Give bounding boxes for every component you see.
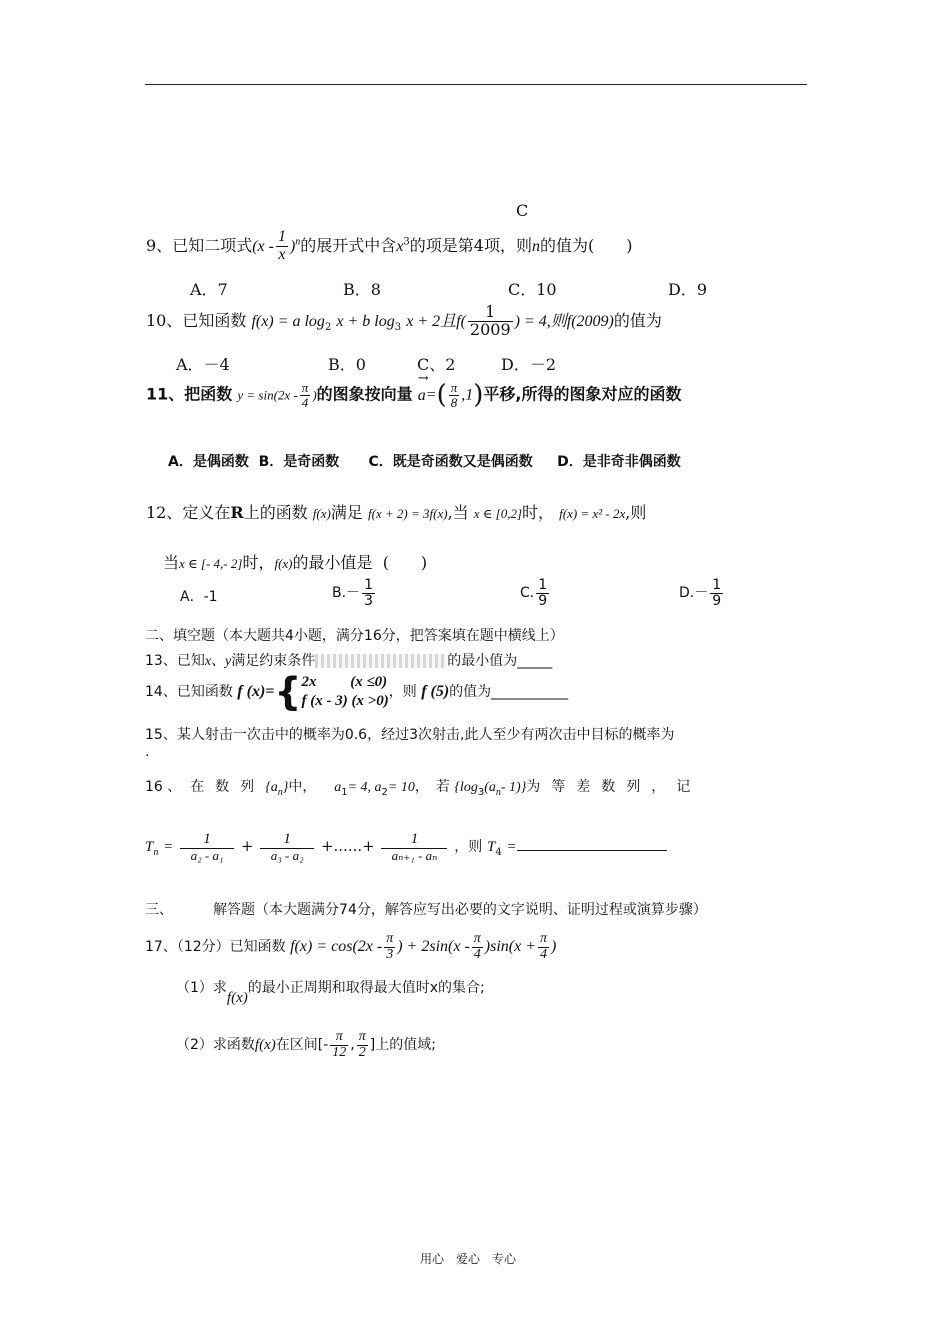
piecewise-cases: 2x (x ≤0) f (x - 3) (x >0) [301,674,389,709]
q10-option-c: C、2 [417,355,456,374]
question-11: 11、把函数 y = sin(2x - $\frac{\pi}{4}$ )的图象按向量 → a=( $\frac{\pi}{8}$ ,1)平移,所得的图象对应的函数 [146,371,682,410]
fraction: $\frac{1}{2009}$ [469,302,511,339]
section-3-title: 三、 解答题（本大题满分74分，解答应写出必要的文字说明、证明过程或演算步骤） [145,902,707,918]
garbled-constraint-image [315,654,447,668]
vector-a: → a [417,371,429,404]
fraction: $\frac{\pi}{3}$ [386,931,394,962]
header-rule [145,84,807,85]
q9-option-c: C．10 [508,280,557,299]
section-2-title: 二、填空题（本大题共4小题，满分16分，把答案填在题中横线上） [145,628,564,644]
fraction: $\frac{\pi}{4}$ [473,931,481,962]
question-17-part2: （2）求函数f(x)在区间[- $\frac{\pi}{12}$ , $\frac{\pi}{2}$ ]上的值域; [176,1029,436,1060]
fraction: $\frac{\pi}{4}$ [301,379,309,410]
question-13: 13、已知x、y满足约束条件 的最小值为_____ [145,653,553,669]
fraction: $\frac{1}{\text{aₙ₊₁ - aₙ}}$ [381,832,447,862]
fraction: $\frac{1}{\text{a₂ - a₁}}$ [180,832,234,862]
right-paren: ) [473,380,484,410]
fraction: $\frac{1}{3}$ [364,577,373,609]
fraction: $\frac{1}{9}$ [538,577,548,609]
question-9: 9、已知二项式(x - $\frac{1}{x}$ )$^n$的展开式中含$x^3$的项是第4项，则n的值为( ) [146,228,633,263]
question-10: 10、已知函数 f(x) = a $\log_2 x + b$ $\log_3 x + 2$且f( $\frac{1}{2009}$ ) = 4,则f(2009)的值为 [146,302,662,339]
left-paren: ( [436,380,447,410]
fraction: $\frac{\pi}{12}$ [332,1029,347,1060]
fraction: $\frac{\pi}{4}$ [540,931,548,962]
q9-option-d: D．9 [668,280,708,299]
question-12: 12、定义在R上的函数 f(x)满足 f(x + 2) = 3f(x),当 x ∈ [0,2]时， f(x) = x² - 2x,则 [146,503,647,522]
brace-icon: { [274,669,302,714]
fraction: $\frac{1}{\text{a₃ - a₂}}$ [260,832,314,862]
fraction: $\frac{1}{9}$ [712,577,722,609]
q10-option-b: B．0 [328,355,366,374]
q10-option-a: A．－4 [176,355,230,374]
question-17-part1: （1）求f(x)的最小正周期和取得最大值时x的集合; [176,980,485,1006]
question-12-line2: 当x ∈ [- 4,- 2]时，f(x)的最小值是 ( ) [163,553,428,572]
question-14: 14、已知函数 f (x)={ 2x (x ≤0) f (x - 3) (x >0) ，则 f (5)的值为___________ [145,669,569,714]
question-15-tail: . [145,744,150,760]
q9-option-b: B．8 [343,280,381,299]
q10-option-d: D．－2 [501,355,557,374]
q9-option-a: A．7 [190,280,228,299]
question-16: 16 、 在数列$\{a_n\}$中， $a_1= 4$, $a_2= 10$， 若 {$\log_3(a_n-$ 1)}为等差数列，记 [145,779,702,798]
question-16-formula: $T_n$ = $\frac{1}{\text{a₂ - a₁}}$ + $\frac{1}{\text{a₃ - a₂}}$ +......+ $\frac{1}{\text{aₙ₊₁ - aₙ}}$ ，则 $T_4$ = [145,832,667,862]
footer-text: 用心 爱心 专心 [420,1252,517,1266]
fraction: $\frac{1}{x}$ [277,228,286,263]
fraction: $\frac{\pi}{8}$ [450,379,458,410]
q12-option-c: C. $\frac{1}{9}$ [520,577,548,609]
q12-option-d: D.－ $\frac{1}{9}$ [679,577,722,609]
answer-blank[interactable] [517,850,667,851]
q11-options: A．是偶函数 B．是奇函数 C．既是奇函数又是偶函数 D．是非奇非偶函数 [168,454,681,470]
question-15: 15、某人射击一次击中的概率为0.6，经过3次射击,此人至少有两次击中目标的概率为 [145,727,675,743]
q12-option-a: A．-1 [180,589,218,605]
fraction: $\frac{\pi}{2}$ [358,1029,366,1060]
q12-option-b: B.－ $\frac{1}{3}$ [332,577,373,609]
question-17: 17、（12分）已知函数 f(x) = cos(2x - $\frac{\pi}{3}$ ) + 2sin(x - $\frac{\pi}{4}$ )sin(x + $\frac{\pi}{4}$ ) [145,931,557,962]
stray-answer: C [516,201,529,220]
